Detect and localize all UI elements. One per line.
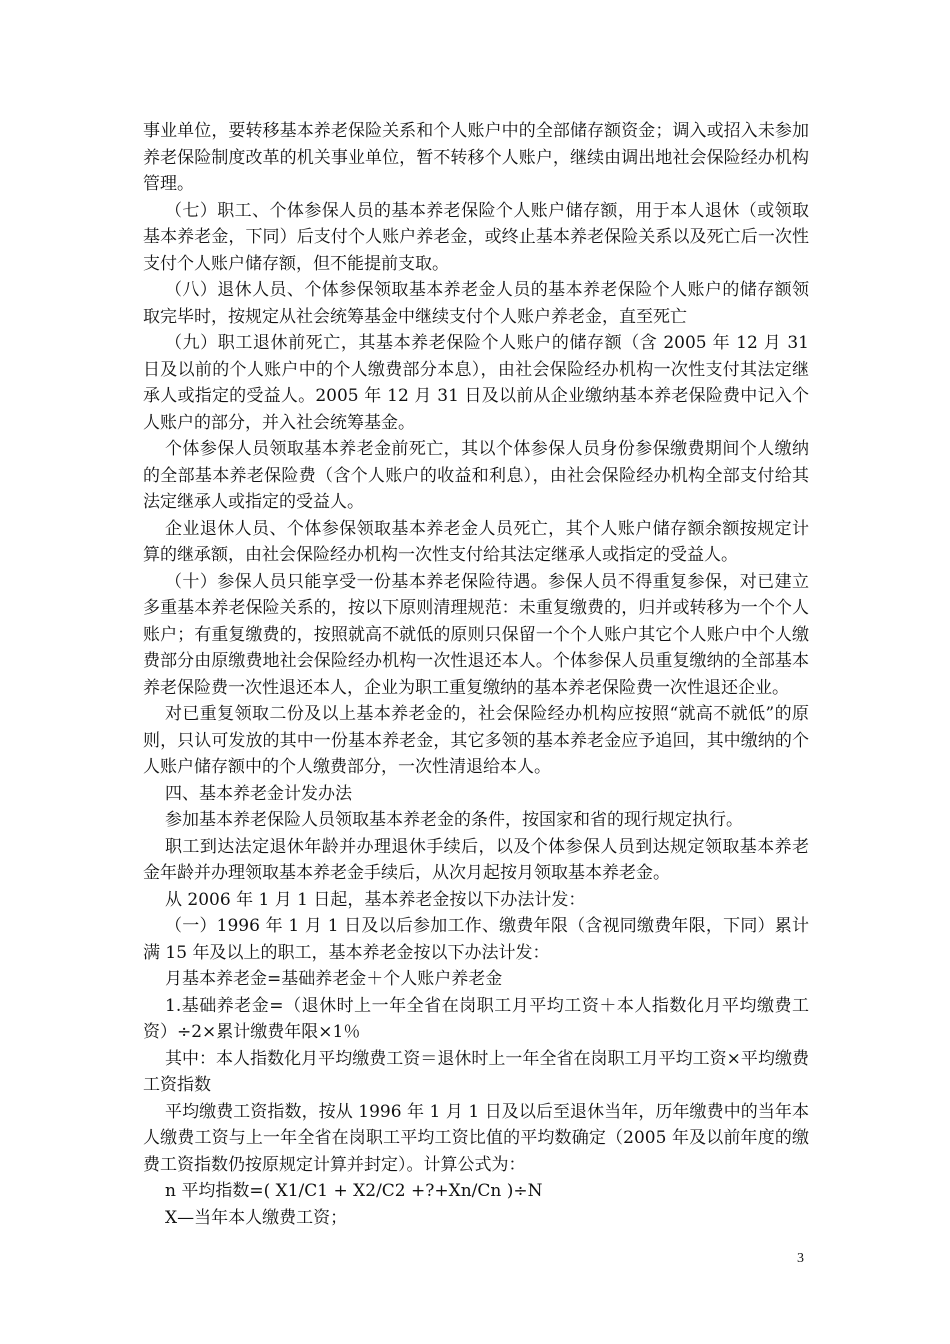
formula-average-index: n 平均指数=( X1/C1 + X2/C2 +?+Xn/Cn )÷N <box>165 1181 543 1201</box>
paragraph-8: 对已重复领取二份及以上基本养老金的，社会保险经办机构应按照“就高不就低”的原则，只认可发放的其中一份基本养老金，其它多领的基本养老金应予追回，其中缴纳的个人账户储存额中的个人缴费部分，一次性清退给本人。 <box>143 704 809 777</box>
paragraph-1: 事业单位，要转移基本养老保险关系和个人账户中的全部储存额资金；调入或招入未参加养老保险制度改革的机关事业单位，暂不转移个人账户，继续由调出地社会保险经办机构管理。 <box>143 121 809 194</box>
paragraph-13: （一）1996 年 1 月 1 日及以后参加工作、缴费年限（含视同缴费年限，下同）累计满 15 年及以上的职工，基本养老金按以下办法计发： <box>143 916 809 963</box>
formula-basic-pension: 1.基础养老金=（退休时上一年全省在岗职工月平均工资＋本人指数化月平均缴费工资）÷2×累计缴费年限×1％ <box>143 995 809 1042</box>
paragraph-6: 企业退休人员、个体参保领取基本养老金人员死亡，其个人账户储存额余额按规定计算的继承额，由社会保险经办机构一次性支付给其法定继承人或指定的受益人。 <box>143 518 809 565</box>
paragraph-12: 从 2006 年 1 月 1 日起，基本养老金按以下办法计发： <box>165 889 586 910</box>
page-number: 3 <box>797 1251 804 1266</box>
paragraph-2: （七）职工、个体参保人员的基本养老保险个人账户储存额，用于本人退休（或领取基本养老金，下同）后支付个人账户养老金，或终止基本养老保险关系以及死亡后一次性支付个人账户储存额，但不能提前支取。 <box>143 200 809 274</box>
paragraph-17: 平均缴费工资指数，按从 1996 年 1 月 1 日及以后至退休当年，历年缴费中的当年本人缴费工资与上一年全省在岗职工平均工资比值的平均数确定（2005 年及以前年度的缴费工资指数仍按原规定计算并封定）。计算公式为： <box>143 1101 809 1175</box>
document-page <box>143 118 809 1231</box>
paragraph-3: （八）退休人员、个体参保领取基本养老金人员的基本养老保险个人账户的储存额领取完毕时，按规定从社会统筹基金中继续支付个人账户养老金，直至死亡 <box>143 280 809 327</box>
paragraph-7: （十）参保人员只能享受一份基本养老保险待遇。参保人员不得重复参保，对已建立多重基本养老保险关系的，按以下原则清理规范：未重复缴费的，归并或转移为一个个人账户；有重复缴费的，按照就高不就低的原则只保留一个个人账户其它个人账户中个人缴费部分由原缴费地社会保险经办机构一次性退还本人。个体参保人员重复缴纳的全部基本养老保险费一次性退还本人，企业为职工重复缴纳的基本养老保险费一次性退还企业。 <box>143 571 809 698</box>
paragraph-19: X—当年本人缴费工资； <box>165 1207 348 1228</box>
paragraph-16: 其中：本人指数化月平均缴费工资＝退休时上一年全省在岗职工月平均工资×平均缴费工资指数 <box>143 1048 809 1095</box>
paragraph-10: 参加基本养老保险人员领取基本养老金的条件，按国家和省的现行规定执行。 <box>165 810 743 830</box>
section-heading: 四、基本养老金计发办法 <box>165 783 352 804</box>
paragraph-5: 个体参保人员领取基本养老金前死亡，其以个体参保人员身份参保缴费期间个人缴纳的全部基本养老保险费（含个人账户的收益和利息），由社会保险经办机构全部支付给其法定继承人或指定的受益人。 <box>143 439 809 512</box>
paragraph-11: 职工到达法定退休年龄并办理退休手续后，以及个体参保人员到达规定领取基本养老金年龄并办理领取基本养老金手续后，从次月起按月领取基本养老金。 <box>143 836 809 883</box>
paragraph-4: （九）职工退休前死亡，其基本养老保险个人账户的储存额（含 2005 年 12 月 31 日及以前的个人账户中的个人缴费部分本息），由社会保险经办机构一次性支付其法定继承人或指定的受益人。2005 年 12 月 31 日及以前从企业缴纳基本养老保险费中记入个人账户的部分，并入社会统筹基金。 <box>143 333 809 433</box>
formula-monthly-pension: 月基本养老金=基础养老金＋个人账户养老金 <box>165 969 503 989</box>
